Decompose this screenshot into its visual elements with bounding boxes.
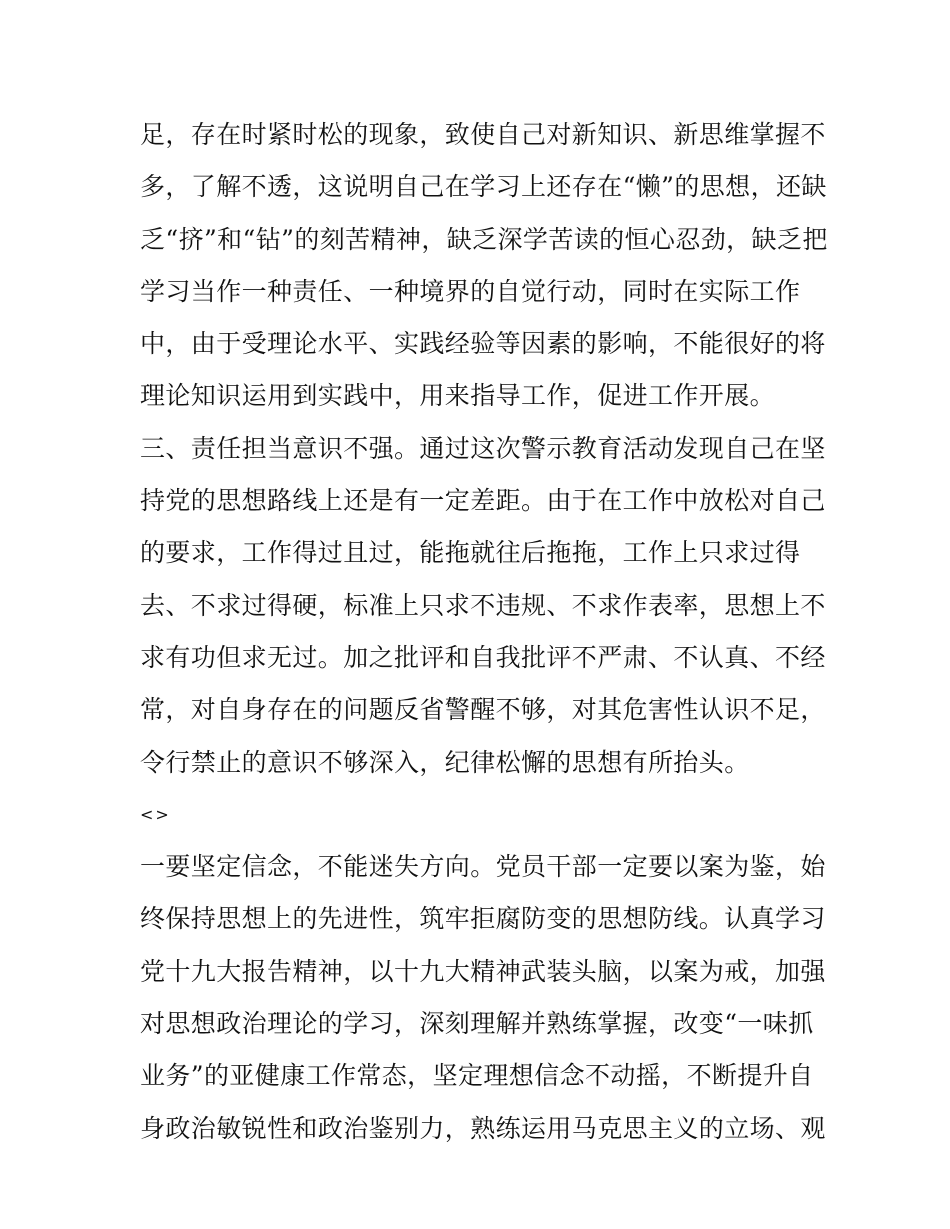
document-body bbox=[140, 109, 828, 1155]
text-line: 的要求，工作得过且过，能拖就往后拖拖，工作上只求过得 bbox=[140, 538, 801, 568]
text-line: 多，了解不透，这说明自己在学习上还存在“懒”的思想，还缺 bbox=[140, 172, 827, 202]
text-line: 中，由于受理论水平、实践经验等因素的影响，不能很好的将 bbox=[140, 329, 826, 359]
text-line: 常，对自身存在的问题反省警醒不够，对其危害性认识不足， bbox=[140, 695, 826, 725]
text-line: 身政治敏锐性和政治鉴别力，熟练运用马克思主义的立场、观 bbox=[140, 1113, 826, 1143]
text-line: 求有功但求无过。加之批评和自我批评不严肃、不认真、不经 bbox=[140, 642, 826, 672]
text-line: 一要坚定信念，不能迷失方向。党员干部一定要以案为鉴，始 bbox=[140, 852, 826, 882]
text-line: 三、责任担当意识不强。通过这次警示教育活动发现自己在坚 bbox=[140, 433, 826, 463]
text-line: 足，存在时紧时松的现象，致使自己对新知识、新思维掌握不 bbox=[140, 120, 826, 149]
section-marker: <> bbox=[140, 804, 171, 824]
text-line: 业务”的亚健康工作常态，坚定理想信念不动摇，不断提升自 bbox=[140, 1061, 814, 1091]
text-line: 去、不求过得硬，标准上只求不违规、不求作表率，思想上不 bbox=[140, 590, 826, 620]
text-line: 持党的思想路线上还是有一定差距。由于在工作中放松对自己 bbox=[140, 486, 826, 516]
text-line: 学习当作一种责任、一种境界的自觉行动，同时在实际工作 bbox=[140, 276, 801, 306]
text-line: 党十九大报告精神，以十九大精神武装头脑，以案为戒，加强 bbox=[140, 956, 826, 986]
text-line: 对思想政治理论的学习，深刻理解并熟练掌握，改变“一味抓 bbox=[140, 1009, 814, 1039]
text-line: 令行禁止的意识不够深入，纪律松懈的思想有所抬头。 bbox=[140, 747, 750, 777]
text-line: 终保持思想上的先进性，筑牢拒腐防变的思想防线。认真学习 bbox=[140, 904, 826, 934]
text-line: 理论知识运用到实践中，用来指导工作，促进工作开展。 bbox=[140, 381, 776, 411]
text-line: 乏“挤”和“钻”的刻苦精神，缺乏深学苦读的恒心忍劲，缺乏把 bbox=[140, 224, 828, 254]
